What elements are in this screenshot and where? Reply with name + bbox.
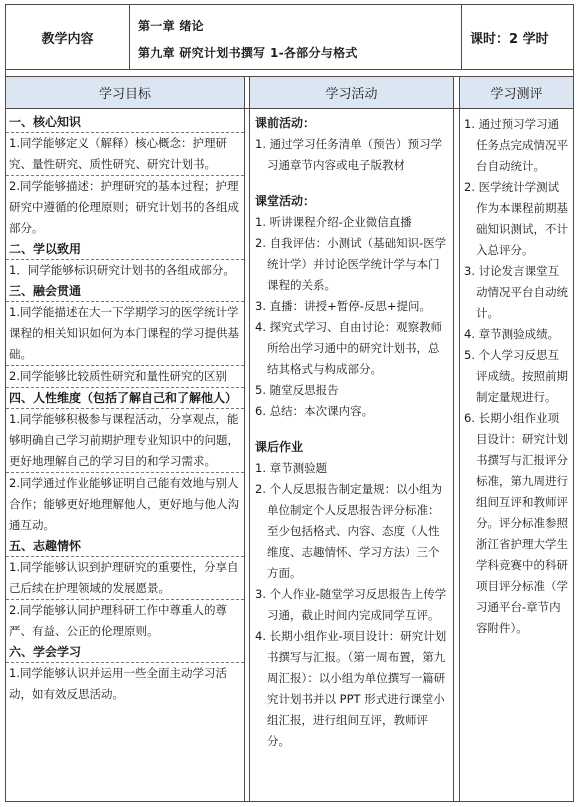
table-body [5,108,574,802]
spacer-band [5,69,574,76]
list-item: 6. 总结：本次课内容。 [255,404,374,418]
list-item: 1.同学能够定义（解释）核心概念：护理研究、量性研究、质性研究、研究计划书。 [6,132,244,175]
list-item: 1．同学能够标识研究计划书的各组成部分。 [6,259,244,281]
pre-class-title: 课前活动： [255,116,316,130]
list-item: 1.同学能够认识并运用一些全面主动学习活动，如有效反思活动。 [6,662,244,705]
list-item: 1. 章节测验题 [255,461,328,475]
list-item: 3. 直播：讲授+暂停-反思+提问。 [255,299,432,313]
list-item: 1. 听讲课程介绍-企业微信直播 [255,215,412,229]
list-item: 2. 医学统计学测试作为本课程前期基础知识测试，不计入总评分。 [464,180,568,257]
assessment-list [460,109,573,639]
spacer [250,176,453,190]
content-label: 教学内容 [6,5,130,69]
assessment-header: 学习测评 [460,77,573,108]
list-item: 3. 个人作业-随堂学习反思报告上传学习通，截止时间内完成同学互评。 [255,587,447,622]
list-item: 1.同学能够认识到护理研究的重要性，分享自己后续在护理领域的发展愿景。 [6,556,244,599]
chapter-9-title: 第九章 研究计划书撰写 1-各部分与格式 [138,46,358,60]
list-item: 5. 随堂反思报告 [255,383,339,397]
objectives-header: 学习目标 [6,77,245,108]
class-hours: 课时：2 学时 [470,31,549,47]
list-item: 1.同学能描述在大一下学期学习的医学统计学课程的相关知识如何为本门课程的学习提供基础。 [6,301,244,365]
section-title: 五、志趣情怀 [6,536,244,556]
chapter-cell [130,5,462,69]
list-item: 6. 长期小组作业项目设计：研究计划书撰写与汇报评分标准，第九周进行组间互评和教师评分。评分标准参照浙江省护理大学生学科竞赛中的科研项目评分标准（学习通平台-章节内容附件）。 [464,411,568,635]
list-item: 2.同学能够比较质性研究和量性研究的区别 [6,365,244,387]
list-item: 1. 通过学习任务清单（预告）预习学习通章节内容或电子版教材 [255,137,443,172]
list-item: 4. 长期小组作业-项目设计：研究计划书撰写与汇报。（第一周布置，第九周汇报）：以小组为单位撰写一篇研究计划书并以 PPT 形式进行课堂小组汇报，进行组间互评，教师评分。 [255,629,447,748]
list-item: 1. 通过预习学习通任务点完成情况平台自动统计。 [464,117,568,173]
list-item: 2. 自我评估：小测试（基础知识-医学统计学）并讨论医学统计学与本门课程的关系。 [255,236,447,292]
list-item: 2.同学通过作业能够证明自己能有效地与别人合作；能够更好地理解他人，更好地与他人沟通互动。 [6,472,244,536]
list-item: 5. 个人学习反思互评成绩。按照前期制定量规进行。 [464,348,568,404]
spacer [250,422,453,436]
list-item: 4. 章节测验成绩。 [464,327,560,341]
header-row [5,4,574,70]
section-title: 四、人性维度（包括了解自己和了解他人） [6,387,244,408]
lesson-plan-table [5,4,574,802]
objectives-column [6,109,245,801]
list-item: 1.同学能够积极参与课程活动，分享观点，能够明确自己学习前期护理专业知识中的问题，更好地理解自己的学习目的和学习需求。 [6,408,244,472]
homework-title: 课后作业 [255,440,304,454]
list-item: 2. 个人反思报告制定量规：以小组为单位制定个人反思报告评分标准：至少包括格式、内容、态度（人性维度、志趣情怀、学习方法）三个方面。 [255,482,443,580]
section-title: 三、融会贯通 [6,281,244,301]
list-item: 2.同学能够描述：护理研究的基本过程；护理研究中遵循的伦理原则；研究计划书的各组成部分。 [6,175,244,239]
section-title: 二、学以致用 [6,239,244,259]
column-header-row [5,76,574,109]
assessment-column [460,109,573,801]
chapter-1-title: 第一章 绪论 [138,19,204,33]
list-item: 3. 讨论发言课堂互动情况平台自动统计。 [464,264,568,320]
activities-header: 学习活动 [250,77,454,108]
list-item: 2.同学能够认同护理科研工作中尊重人的尊严、有益、公正的伦理原则。 [6,599,244,642]
in-class-title: 课堂活动： [255,194,316,208]
section-title: 一、核心知识 [6,112,244,132]
section-title: 六、学会学习 [6,642,244,662]
activities-column [250,109,454,801]
list-item: 4. 探究式学习、自由讨论：观察教师所给出学习通中的研究计划书，总结其格式与构成部分。 [255,320,443,376]
